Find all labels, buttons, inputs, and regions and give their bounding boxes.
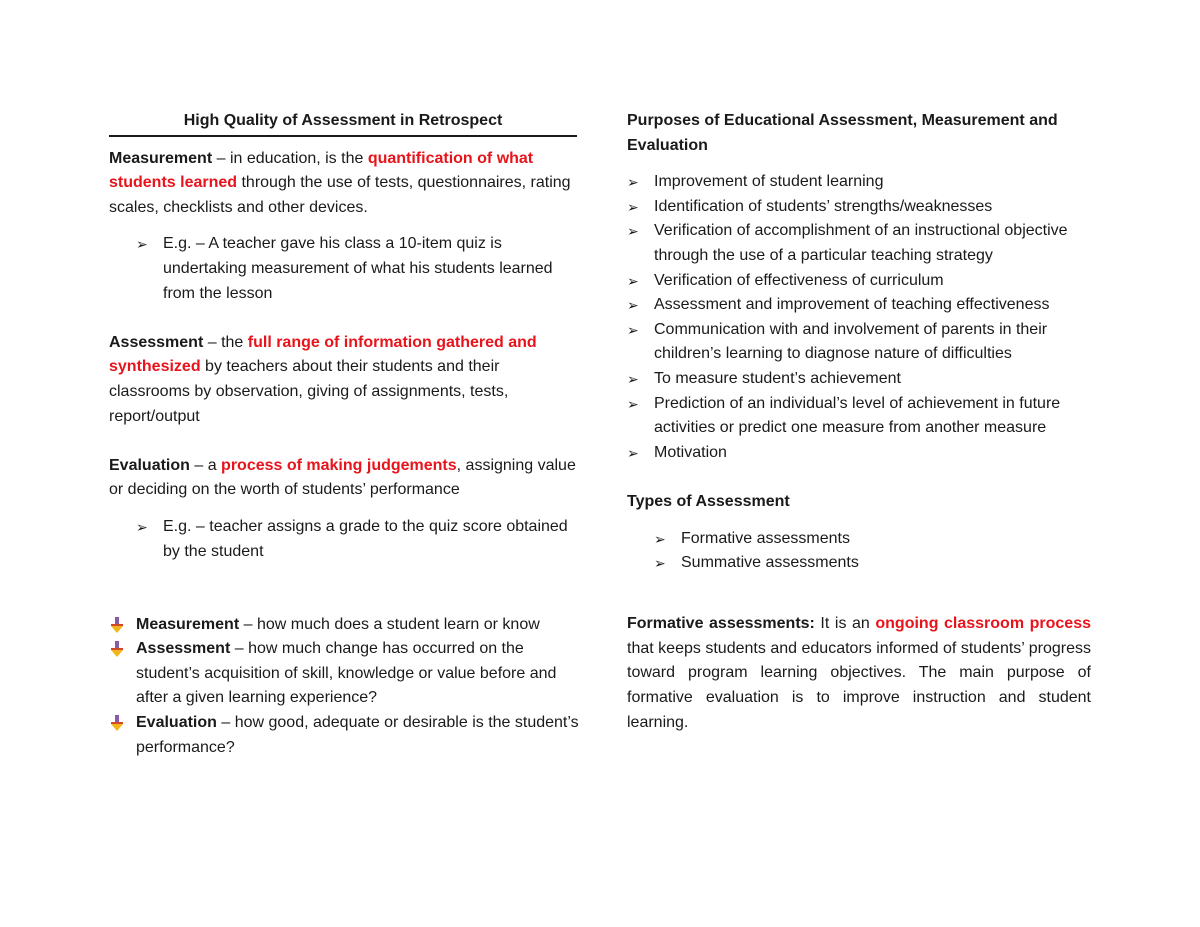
assessment-highlight: full range of information gathered and synthesized: [109, 333, 537, 376]
measurement-example-list: [109, 232, 579, 306]
purpose-text: Verification of effectiveness of curriculum: [654, 271, 944, 289]
list-item: [136, 232, 579, 306]
evaluation-term: Evaluation: [109, 456, 190, 474]
down-arrow-bullet-icon: [111, 617, 123, 633]
type-text: Formative assessments: [681, 529, 850, 547]
list-item: [627, 170, 1091, 195]
formative-post: that keeps students and educators informed of students’ progress toward program learning objectives. The main purpose of formative evaluation is to improve instruction and student learning.: [627, 639, 1091, 731]
purpose-text: To measure student’s achievement: [654, 369, 901, 387]
list-item: [627, 367, 1091, 392]
arrow-bullet-icon: ➢: [627, 174, 639, 191]
arrow-bullet-icon: ➢: [627, 198, 639, 215]
purpose-text: Prediction of an individual’s level of achievement in future activities or predict one measure from another measure: [654, 394, 1061, 437]
evaluation-example: E.g. – teacher assigns a grade to the quiz score obtained by the student: [163, 517, 568, 560]
measurement-example: E.g. – A teacher gave his class a 10-item quiz is undertaking measurement of what his students learned from the lesson: [163, 235, 553, 302]
summary-text: – how much does a student learn or know: [239, 615, 540, 633]
arrow-bullet-icon: ➢: [627, 444, 639, 461]
purpose-text: Motivation: [654, 443, 727, 461]
arrow-bullet-icon: ➢: [627, 223, 639, 240]
assessment-term: Assessment: [109, 333, 204, 351]
arrow-bullet-icon: ➢: [136, 518, 148, 535]
list-item: [109, 613, 579, 638]
formative-definition: [627, 612, 1091, 735]
list-item: [136, 515, 579, 564]
summary-text: – how much change has occurred on the student’s acquisition of skill, knowledge or value before and after a given learning experience?: [136, 640, 557, 707]
types-list: [627, 527, 1091, 576]
formative-term: Formative assessments:: [627, 615, 815, 633]
purpose-text: Assessment and improvement of teaching effectiveness: [654, 296, 1050, 314]
list-item: [654, 551, 1091, 576]
assessment-definition: [109, 331, 579, 429]
list-item: [109, 711, 579, 760]
down-arrow-bullet-icon: [111, 715, 123, 731]
list-item: [627, 293, 1091, 318]
summary-list: [109, 613, 579, 761]
arrow-bullet-icon: ➢: [627, 395, 639, 412]
purpose-text: Improvement of student learning: [654, 173, 884, 191]
purposes-heading: Purposes of Educational Assessment, Measurement and Evaluation: [627, 112, 1058, 154]
purpose-text: Verification of accomplishment of an instructional objective through the use of a particular teaching strategy: [654, 222, 1068, 264]
down-arrow-bullet-icon: [111, 641, 123, 657]
page-title: High Quality of Assessment in Retrospect: [183, 112, 503, 129]
purpose-text: Communication with and involvement of parents in their children’s learning to diagnose nature of difficulties: [654, 320, 1048, 363]
evaluation-definition: [109, 454, 579, 503]
list-item: [627, 269, 1091, 294]
formative-pre: It is an: [814, 615, 876, 633]
list-item: [627, 441, 1091, 466]
summary-term: Assessment: [136, 640, 231, 658]
arrow-bullet-icon: ➢: [627, 272, 639, 289]
evaluation-pre: – a: [189, 456, 222, 474]
evaluation-example-list: [109, 515, 579, 564]
evaluation-highlight: process of making judgements: [221, 456, 457, 474]
types-heading: Types of Assessment: [627, 492, 790, 510]
summary-term: Measurement: [136, 615, 240, 633]
arrow-bullet-icon: ➢: [654, 555, 666, 572]
arrow-bullet-icon: ➢: [654, 530, 666, 547]
type-text: Summative assessments: [681, 554, 859, 572]
assessment-pre: – the: [203, 333, 248, 351]
measurement-pre: – in education, is the: [212, 149, 368, 167]
title-rule: [109, 135, 577, 137]
left-column: [109, 109, 579, 760]
purposes-list: [627, 170, 1091, 465]
measurement-highlight: quantification of what students learned: [109, 149, 534, 192]
measurement-term: Measurement: [109, 149, 213, 167]
list-item: [627, 392, 1091, 441]
list-item: [109, 637, 579, 711]
summary-text: – how good, adequate or desirable is the student’s performance?: [136, 714, 579, 756]
list-item: [627, 219, 1091, 268]
assessment-post: by teachers about their students and their classrooms by observation, giving of assignments, tests, report/output: [109, 358, 509, 425]
arrow-bullet-icon: ➢: [136, 236, 148, 253]
measurement-definition: [109, 147, 579, 221]
arrow-bullet-icon: ➢: [627, 297, 639, 314]
right-column: [627, 109, 1091, 735]
arrow-bullet-icon: ➢: [627, 370, 639, 387]
arrow-bullet-icon: ➢: [627, 321, 639, 338]
list-item: [627, 318, 1091, 367]
purpose-text: Identification of students’ strengths/weaknesses: [654, 197, 993, 215]
evaluation-post: , assigning value or deciding on the worth of students’ performance: [109, 456, 576, 499]
list-item: [654, 527, 1091, 552]
summary-term: Evaluation: [136, 714, 217, 732]
measurement-post: through the use of tests, questionnaires, rating scales, checklists and other devices.: [109, 174, 571, 216]
formative-highlight: ongoing classroom process: [875, 615, 1091, 633]
list-item: [627, 195, 1091, 220]
